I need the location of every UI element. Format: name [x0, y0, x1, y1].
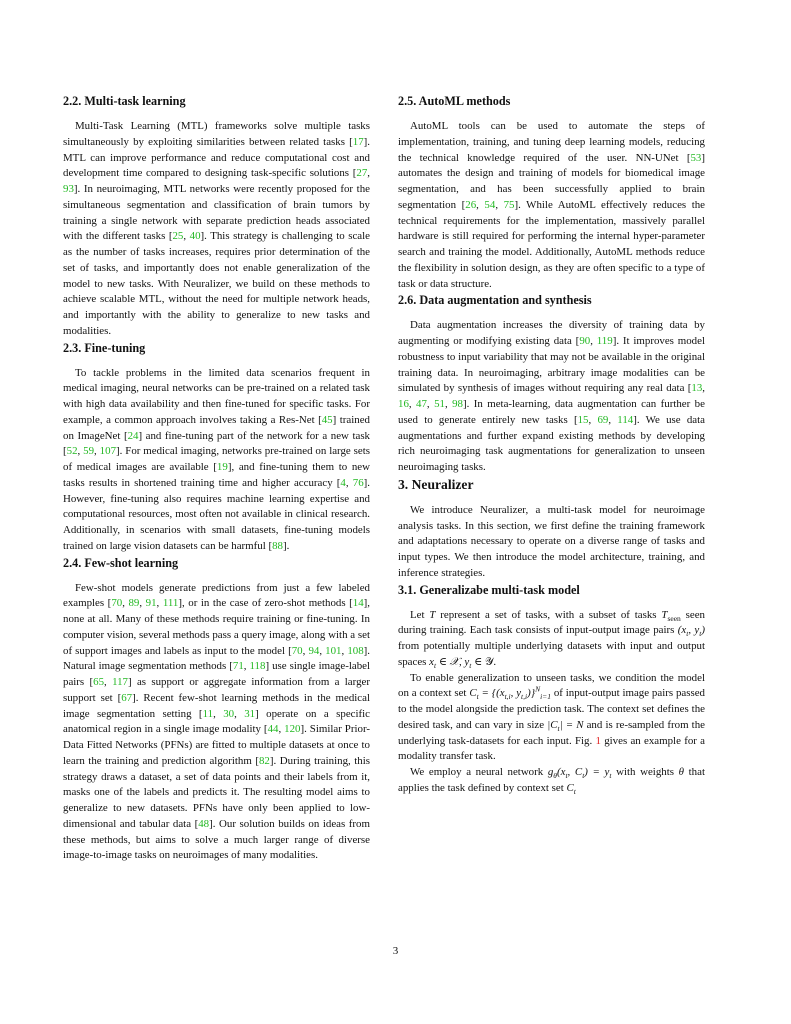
citation-link[interactable]: 13	[691, 382, 703, 395]
left-column	[63, 93, 370, 864]
citation-link[interactable]: 52	[66, 445, 78, 458]
citation-link[interactable]: 59	[83, 445, 95, 458]
citation-link[interactable]: 76	[352, 476, 364, 489]
citation-link[interactable]: 120	[284, 723, 301, 736]
page-number: 3	[392, 945, 399, 957]
math-expression: g	[547, 766, 554, 778]
citation-link[interactable]: 11	[202, 707, 214, 720]
citation-link[interactable]: 98	[452, 398, 463, 410]
section-heading-fewshot: 2.4. Few-shot learning	[63, 555, 179, 570]
citation-link[interactable]: 26	[465, 198, 477, 211]
paragraph-automl: AutoML tools can be used to automate the steps of implementation, training, and tuning deep learning models, reducing the technical knowledge required of the user. NN-UNet [53] automates the design and training of models for biomedical image segmentation, and has been successfully applied to brain segmentation [26, 54, 75]. While AutoML effectively reduces the technical requirements for the implementation, massively parallel hardware is still required for performing the internal hyper-parameter search and training the model. Additionally, AutoML methods reduce the flexibility in solution design, as they are often specific to a type of task or data structure.	[398, 120, 706, 290]
citation-link[interactable]: 40	[189, 230, 201, 243]
citation-link[interactable]: 119	[596, 335, 613, 347]
citation-link[interactable]: 48	[198, 817, 210, 830]
citation-link[interactable]: 101	[325, 644, 342, 657]
citation-link[interactable]: 31	[244, 707, 256, 720]
citation-link[interactable]: 91	[145, 597, 157, 610]
citation-link[interactable]: 67	[121, 691, 133, 704]
math-expression: C	[469, 687, 477, 700]
paragraph-augmentation: Data augmentation increases the diversity of training data by augmenting or modifying existing data [90, 119]. It improves model robustness to input variability that may not be available in the original training data. In neuroimaging, arbitrary image modalities can be simulated by synthesis of images without requiring any real data [13, 16, 47, 51, 98]. In meta-learning, data augmentation can further be used to generate entirely new tasks [15, 69, 114]. We use data augmentations and further expand existing methods by developing rich neuroimaging task augmentations for generalization to unseen neuroimaging tasks.	[398, 319, 706, 473]
citation-link[interactable]: 69	[597, 413, 609, 426]
citation-link[interactable]: 25	[172, 230, 184, 243]
citation-link[interactable]: 93	[63, 183, 74, 195]
citation-link[interactable]: 90	[579, 335, 591, 347]
citation-link[interactable]: 111	[162, 597, 179, 610]
section-heading-generalizable: 3.1. Generalizabe multi-task model	[398, 582, 580, 597]
section-heading-automl: 2.5. AutoML methods	[398, 94, 511, 108]
citation-link[interactable]: 70	[291, 644, 303, 657]
math-expression: (x	[677, 624, 687, 637]
citation-link[interactable]: 88	[272, 539, 283, 552]
citation-link[interactable]: 70	[111, 597, 123, 610]
paragraph-generalizable-2: To enable generalization to unseen tasks, we condition the model on a context set $C_t = \{(x_{t,i}$, $y_{t,i})\}^N_{i=1}$ of input-output image pairs passed to the model alongside the prediction task. The context set defines the desired task, and can vary in size $|C_t| = N$ and is re-sampled from the underlying task-datasets for each input. Fig. 1 gives an example for a modality transfer task.	[398, 671, 705, 763]
paragraph-neuralizer: We introduce Neuralizer, a multi-task model for neuroimage analysis tasks. In this section, we first define the training framework and adaptations necessary to operate on a diverse range of tasks and input types. We then introduce the model architecture, training, and inference strategies.	[398, 503, 705, 579]
paragraph-generalizable-1: Let T represent a set of tasks, with a subset of tasks $T_{seen}$ seen during training. Each task consists of input-output image pairs ($x_t$, $y_t$) from potentially multiple underlying datasets with input and output spaces $x_t$ ∈ 𝒳, $y_t$ ∈ 𝒴.	[398, 608, 705, 670]
citation-link[interactable]: 27	[356, 167, 368, 180]
citation-link[interactable]: 94	[308, 644, 320, 657]
citation-link[interactable]: 54	[484, 198, 496, 211]
citation-link[interactable]: 24	[127, 429, 139, 442]
citation-link[interactable]: 44	[267, 723, 279, 736]
section-heading-mtl: 2.2. Multi-task learning	[63, 94, 186, 108]
math-expression: x	[429, 655, 434, 668]
math-symbol: T	[429, 608, 436, 621]
citation-link[interactable]: 16	[398, 398, 409, 410]
citation-link[interactable]: 19	[216, 461, 228, 473]
right-column	[398, 93, 705, 797]
citation-link[interactable]: 107	[99, 445, 117, 458]
citation-link[interactable]: 45	[321, 413, 333, 426]
citation-link[interactable]: 14	[352, 597, 364, 610]
citation-link[interactable]: 89	[128, 597, 140, 610]
citation-link[interactable]: 75	[503, 198, 515, 211]
citation-link[interactable]: 114	[617, 413, 634, 426]
section-heading-augmentation: 2.6. Data augmentation and synthesis	[398, 293, 592, 308]
citation-link[interactable]: 65	[93, 676, 105, 688]
citation-link[interactable]: 71	[232, 660, 244, 673]
figure-link[interactable]: 1	[595, 734, 601, 747]
citation-link[interactable]: 108	[347, 644, 364, 657]
citation-link[interactable]: 15	[577, 413, 589, 426]
paragraph-mtl: Multi-Task Learning (MTL) frameworks solve multiple tasks simultaneously by exploiting similarities between related tasks [17]. MTL can improve performance and reduce computational cost and development time compared to designing task-specific solutions [27, 93]. In neuroimaging, MTL networks were recently proposed for the simultaneous segmentation and classification of brain tumors by training a single network with separate prediction heads associated with the different tasks [25, 40]. This strategy is challenging to scale as the number of tasks increases, requires prior determination of the set of tasks, and importantly does not enable generalization of the model to new tasks. With Neuralizer, we build on these methods to achieve scalable MTL, without the need for multiple network heads, and importantly with the ability to generalize to new tasks and modalities.	[63, 120, 370, 337]
citation-link[interactable]: 82	[258, 754, 270, 767]
citation-link[interactable]: 117	[112, 676, 128, 688]
citation-link[interactable]: 47	[416, 398, 427, 410]
citation-link[interactable]: 30	[223, 707, 235, 720]
citation-link[interactable]: 4	[340, 476, 346, 489]
math-expression: |C	[547, 718, 558, 731]
citation-link[interactable]: 51	[434, 398, 445, 410]
section-heading-neuralizer: 3. Neuralizer	[398, 476, 474, 492]
citation-link[interactable]: 53	[690, 151, 702, 164]
math-symbol: θ	[678, 766, 684, 778]
citation-link[interactable]: 17	[352, 135, 364, 148]
paragraph-finetuning: To tackle problems in the limited data scenarios frequent in medical imaging, neural networks can be pre-trained on a related task with high data availability and then fine-tuned for specific tasks. For example, a common approach involves taking a Res-Net [45] trained on ImageNet [24] and fine-tuning part of the network for a new task [52, 59, 107]. For medical imaging, networks pre-trained on large sets of medical images are available [19], and fine-tuning them to new tasks results in shortened training time and higher accuracy [4, 76]. However, fine-tuning also requires machine learning expertise and computational resources, most often not available in clinical research. Additionally, in scenarios with small datasets, fine-tuning models trained on large vision datasets can be harmful [88].	[63, 366, 370, 552]
math-symbol: T	[661, 608, 668, 621]
paragraph-generalizable-3: We employ a neural network $g_\theta(x_t$, $C_t) = y_t$ with weights θ that applies the task defined by context set $C_t$	[398, 766, 705, 796]
math-symbol: C	[566, 781, 574, 794]
paragraph-fewshot: Few-shot models generate predictions from just a few labeled examples [70, 89, 91, 111], or in the case of zero-shot methods [14], none at all. Many of these methods require training or fine-tuning. In computer vision, several methods pass a query image, along with a set of support images and labels as input to the model [70, 94, 101, 108]. Natural image segmentation methods [71, 118] use single image-label pairs [65, 117] as support or aggregate information from a larger support set [67]. Recent few-shot learning methods in the medical image segmentation setting [11, 30, 31] operate on a specific anatomical region in a single image modality [44, 120]. Similar Prior-Data Fitted Networks (PFNs) are fitted to multiple datasets at once to learn the training and prediction algorithm [82]. During training, this strategy draws a dataset, a set of data points and their labels from it, masks one of the labels and predicts it. The resulting model aims to generalize to new datasets. PFNs have only been applied to low-dimensional and tabular data [48]. Our solution builds on ideas from these methods, but aims to solve a much larger range of diverse image-to-image tasks on neuroimages of many modalities.	[63, 581, 371, 862]
citation-link[interactable]: 118	[249, 660, 266, 673]
section-heading-finetuning: 2.3. Fine-tuning	[63, 340, 146, 355]
